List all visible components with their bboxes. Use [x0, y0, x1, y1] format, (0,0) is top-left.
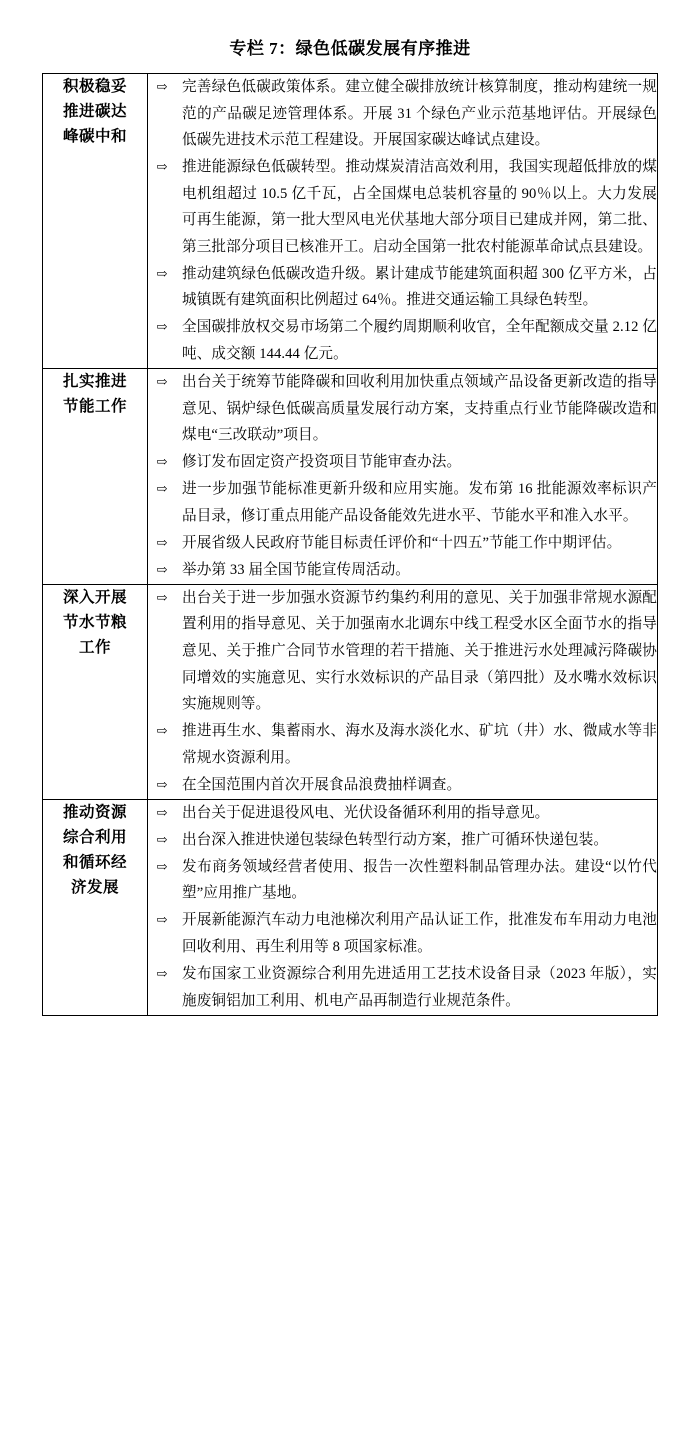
list-item-text: 出台深入推进快递包装绿色转型行动方案，推广可循环快递包装。 — [182, 831, 609, 848]
list-item — [148, 772, 657, 799]
list-item — [148, 74, 657, 154]
hollow-arrow-bullet-icon: ⇨ — [156, 265, 168, 281]
list-item-text: 发布国家工业资源综合利用先进适用工艺技术设备目录（2023 年版），实施废铜铝加工利用、机电产品再制造行业规范条件。 — [182, 966, 657, 1009]
list-item — [148, 314, 657, 367]
list-item-text: 出台关于统筹节能降碳和回收利用加快重点领域产品设备更新改造的指导意见、锅炉绿色低碳高质量发展行动方案，支持重点行业节能降碳改造和煤电“三改联动”项目。 — [182, 374, 657, 444]
page-title: 专栏 7：绿色低碳发展有序推进 — [229, 39, 471, 58]
list-item — [148, 827, 657, 854]
hollow-arrow-bullet-icon: ⇨ — [156, 776, 168, 792]
list-item-text: 开展省级人民政府节能目标责任评价和“十四五”节能工作中期评估。 — [182, 534, 622, 551]
hollow-arrow-bullet-icon: ⇨ — [156, 561, 168, 577]
list-item-text: 完善绿色低碳政策体系。建立健全碳排放统计核算制度，推动构建统一规范的产品碳足迹管理体系。开展 31 个绿色产业示范基地评估。开展绿色低碳先进技术示范工程建设。开展国家碳达峰试点建设。 — [182, 79, 657, 149]
row-content-2 — [148, 584, 658, 799]
hollow-arrow-bullet-icon: ⇨ — [156, 481, 168, 497]
list-item — [148, 530, 657, 557]
list-item — [148, 369, 657, 449]
hollow-arrow-bullet-icon: ⇨ — [156, 858, 168, 874]
row-label-1 — [43, 369, 148, 585]
list-item-text: 开展新能源汽车动力电池梯次利用产品认证工作，批准发布车用动力电池回收利用、再生利用等 8 项国家标准。 — [182, 912, 657, 955]
table-row — [43, 74, 658, 369]
list-item — [148, 557, 657, 584]
row-label-line: 深入开展 — [62, 588, 127, 606]
row-label-line: 节水节粮 — [62, 614, 127, 631]
document-page — [0, 34, 700, 1442]
hollow-arrow-bullet-icon: ⇨ — [156, 159, 168, 175]
hollow-arrow-bullet-icon: ⇨ — [156, 912, 168, 928]
item-list — [148, 585, 657, 798]
list-item — [148, 800, 657, 827]
table-row — [43, 369, 658, 585]
list-item-text: 在全国范围内首次开展食品浪费抽样调查。 — [182, 776, 462, 793]
list-item — [148, 154, 657, 260]
list-item-text: 推动建筑绿色低碳改造升级。累计建成节能建筑面积超 300 亿平方米，占城镇既有建筑面积比例超过 64％。推进交通运输工具绿色转型。 — [182, 265, 657, 309]
hollow-arrow-bullet-icon: ⇨ — [156, 723, 168, 739]
list-item-text: 全国碳排放权交易市场第二个履约周期顺利收官，全年配额成交量 2.12 亿吨、成交额 144.44 亿元。 — [182, 319, 657, 362]
item-list — [148, 74, 657, 368]
row-label-line: 推动资源 — [62, 803, 127, 821]
list-item-text: 出台关于促进退役风电、光伏设备循环利用的指导意见。 — [182, 804, 550, 821]
item-list — [148, 800, 657, 1014]
list-item-text: 修订发布固定资产投资项目节能审查办法。 — [182, 454, 462, 471]
list-item-text: 举办第 33 届全国节能宣传周活动。 — [182, 561, 411, 578]
row-label-line: 济发展 — [70, 879, 119, 897]
row-content-3 — [148, 799, 658, 1015]
hollow-arrow-bullet-icon: ⇨ — [156, 589, 168, 605]
hollow-arrow-bullet-icon: ⇨ — [156, 79, 168, 94]
row-label-line: 工作 — [78, 639, 111, 657]
row-label-line: 推进碳达 — [62, 103, 127, 121]
list-item — [148, 907, 657, 960]
row-label-0 — [43, 74, 148, 369]
list-item-text: 推进再生水、集蓄雨水、海水及海水淡化水、矿坑（井）水、微咸水等非常规水资源利用。 — [182, 723, 657, 766]
list-item-text: 发布商务领域经营者使用、报告一次性塑料制品管理办法。建设“以竹代塑”应用推广基地。 — [182, 858, 657, 902]
list-item-text: 出台关于进一步加强水资源节约集约利用的意见、关于加强非常规水源配置利用的指导意见、关于加强南水北调东中线工程受水区全面节水的指导意见、关于推广合同节水管理的若干措施、关于推进污水处理减污降碳协同增效的实施意见、实行水效标识的产品目录（第四批）及水嘴水效标识实施规则等。 — [182, 589, 657, 713]
hollow-arrow-bullet-icon: ⇨ — [156, 831, 168, 847]
row-label-line: 峰碳中和 — [62, 128, 127, 146]
row-label-2 — [43, 584, 148, 799]
list-item — [148, 961, 657, 1014]
list-item — [148, 261, 657, 314]
hollow-arrow-bullet-icon: ⇨ — [156, 966, 168, 982]
list-item-text: 进一步加强节能标准更新升级和应用实施。发布第 16 批能源效率标识产品目录，修订重点用能产品设备能效先进水平、节能水平和准入水平。 — [182, 481, 657, 524]
list-item — [148, 449, 657, 476]
row-label-line: 综合利用 — [62, 828, 127, 846]
hollow-arrow-bullet-icon: ⇨ — [156, 534, 168, 550]
row-label-line: 和循环经 — [62, 853, 127, 871]
list-item — [148, 476, 657, 529]
row-content-0 — [148, 74, 658, 369]
row-label-line: 扎实推进 — [62, 373, 127, 391]
item-list — [148, 369, 657, 583]
hollow-arrow-bullet-icon: ⇨ — [156, 374, 168, 390]
list-item-text: 推进能源绿色低碳转型。推动煤炭清洁高效利用，我国实现超低排放的煤电机组超过 10.5 亿千瓦，占全国煤电总装机容量的 90％以上。大力发展可再生能源，第一批大型风电光伏基地大部分项目已建成并网，第二批、第三批部分项目已核准开工。启动全国第一批农村能源革命试点县建设。 — [182, 159, 657, 255]
table-row — [43, 584, 658, 799]
row-label-line: 节能工作 — [62, 398, 127, 416]
content-table — [42, 73, 658, 1016]
row-label-line: 积极稳妥 — [62, 78, 127, 95]
row-content-1 — [148, 369, 658, 585]
list-item — [148, 585, 657, 718]
row-label-3 — [43, 799, 148, 1015]
table-row — [43, 799, 658, 1015]
hollow-arrow-bullet-icon: ⇨ — [156, 454, 168, 470]
list-item — [148, 854, 657, 907]
hollow-arrow-bullet-icon: ⇨ — [156, 319, 168, 335]
hollow-arrow-bullet-icon: ⇨ — [156, 804, 168, 820]
list-item — [148, 718, 657, 771]
